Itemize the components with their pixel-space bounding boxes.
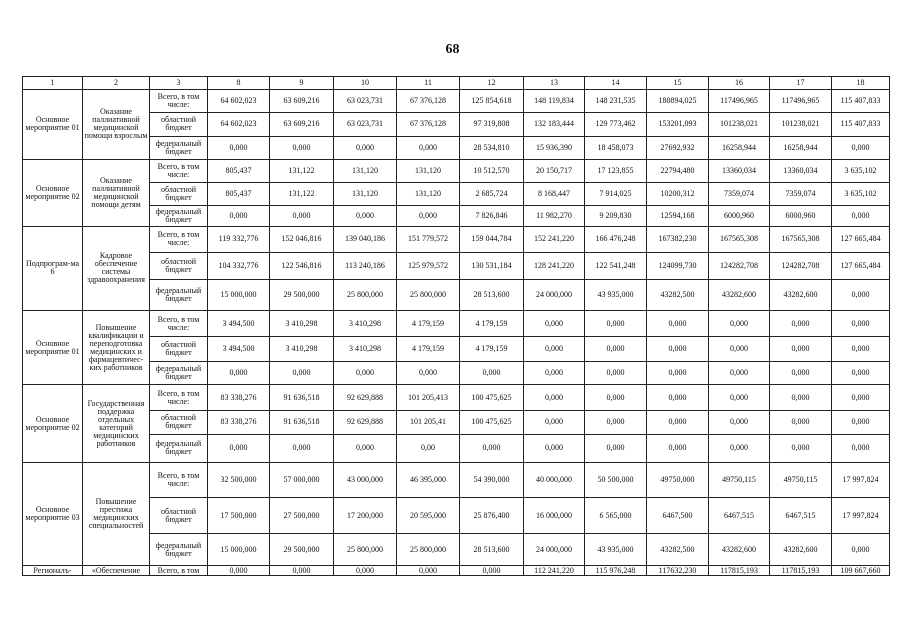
value-cell: 0,000 — [208, 434, 270, 462]
value-cell: 101238,021 — [709, 112, 770, 136]
value-cell: 0,000 — [647, 311, 709, 337]
value-cell: 9 209,830 — [585, 205, 647, 226]
value-cell: 152 046,816 — [270, 226, 334, 252]
value-cell: 0,000 — [208, 205, 270, 226]
value-cell: 153201,093 — [647, 112, 709, 136]
value-cell: 117815,193 — [770, 566, 832, 576]
column-header: 12 — [460, 77, 524, 90]
value-cell: 0,000 — [334, 136, 397, 159]
value-cell: 4 179,159 — [460, 337, 524, 362]
value-cell: 0,000 — [647, 410, 709, 434]
value-cell: 0,000 — [270, 566, 334, 576]
value-cell: 24 000,000 — [524, 279, 585, 310]
value-cell: 17 500,000 — [208, 498, 270, 534]
header-row — [23, 77, 890, 90]
table-row — [23, 136, 890, 159]
value-cell: 127 665,484 — [832, 226, 890, 252]
value-cell: 0,000 — [460, 434, 524, 462]
value-cell: 0,000 — [647, 385, 709, 410]
value-cell: 91 636,518 — [270, 410, 334, 434]
value-cell: 20 150,717 — [524, 159, 585, 182]
table-row — [23, 533, 890, 565]
value-cell: 0,000 — [524, 410, 585, 434]
value-cell: 124099,730 — [647, 252, 709, 279]
column-header: 15 — [647, 77, 709, 90]
table-row — [23, 566, 890, 576]
value-cell: 0,000 — [460, 566, 524, 576]
funding-source-cell: Всего, в том числе: — [150, 226, 208, 252]
value-cell: 3 410,298 — [334, 337, 397, 362]
value-cell: 0,000 — [832, 311, 890, 337]
value-cell: 0,00 — [397, 434, 460, 462]
value-cell: 0,000 — [524, 311, 585, 337]
value-cell: 32 500,000 — [208, 462, 270, 498]
value-cell: 0,000 — [524, 337, 585, 362]
value-cell: 2 685,724 — [460, 182, 524, 205]
value-cell: 131,120 — [397, 182, 460, 205]
value-cell: 124282,708 — [709, 252, 770, 279]
value-cell: 27 500,000 — [270, 498, 334, 534]
value-cell: 112 241,220 — [524, 566, 585, 576]
funding-source-cell: областной бюджет — [150, 498, 208, 534]
value-cell: 7359,074 — [770, 182, 832, 205]
funding-source-cell: федеральный бюджет — [150, 533, 208, 565]
value-cell: 167565,308 — [770, 226, 832, 252]
value-cell: 100 475,625 — [460, 385, 524, 410]
value-cell: 0,000 — [832, 533, 890, 565]
value-cell: 0,000 — [208, 136, 270, 159]
value-cell: 64 602,023 — [208, 112, 270, 136]
value-cell: 0,000 — [770, 337, 832, 362]
value-cell: 0,000 — [770, 362, 832, 385]
program-name-cell: Повышение квалификации и переподготовка медицинских и фармацевтичес-ких работников — [83, 311, 150, 385]
value-cell: 25 800,000 — [397, 279, 460, 310]
column-header: 9 — [270, 77, 334, 90]
value-cell: 43282,500 — [647, 279, 709, 310]
funding-source-cell: Всего, в том числе: — [150, 385, 208, 410]
value-cell: 3 635,102 — [832, 159, 890, 182]
value-cell: 29 500,000 — [270, 279, 334, 310]
funding-source-cell: Всего, в том — [150, 566, 208, 576]
value-cell: 3 494,500 — [208, 311, 270, 337]
program-code-cell: Регионалъ- — [23, 566, 83, 576]
funding-source-cell: Всего, в том числе: — [150, 462, 208, 498]
value-cell: 109 667,660 — [832, 566, 890, 576]
table-row — [23, 434, 890, 462]
value-cell: 0,000 — [585, 434, 647, 462]
funding-source-cell: федеральный бюджет — [150, 205, 208, 226]
program-name-cell: Оказание паллиативной медицинской помощи взрослым — [83, 89, 150, 159]
value-cell: 0,000 — [585, 337, 647, 362]
value-cell: 25 876,400 — [460, 498, 524, 534]
value-cell: 167382,230 — [647, 226, 709, 252]
value-cell: 124282,708 — [770, 252, 832, 279]
value-cell: 15 000,000 — [208, 533, 270, 565]
value-cell: 7 826,846 — [460, 205, 524, 226]
value-cell: 0,000 — [770, 385, 832, 410]
value-cell: 0,000 — [832, 205, 890, 226]
value-cell: 49750,000 — [647, 462, 709, 498]
value-cell: 130 531,184 — [460, 252, 524, 279]
value-cell: 25 800,000 — [397, 533, 460, 565]
value-cell: 43282,600 — [709, 533, 770, 565]
value-cell: 127 665,484 — [832, 252, 890, 279]
value-cell: 117815,193 — [709, 566, 770, 576]
value-cell: 17 123,855 — [585, 159, 647, 182]
value-cell: 0,000 — [397, 566, 460, 576]
table-row — [23, 462, 890, 498]
column-header: 14 — [585, 77, 647, 90]
value-cell: 104 332,776 — [208, 252, 270, 279]
table-row — [23, 205, 890, 226]
value-cell: 139 040,186 — [334, 226, 397, 252]
value-cell: 0,000 — [709, 410, 770, 434]
value-cell: 17 200,000 — [334, 498, 397, 534]
funding-source-cell: областной бюджет — [150, 252, 208, 279]
table-row — [23, 182, 890, 205]
value-cell: 16 000,000 — [524, 498, 585, 534]
value-cell: 83 338,276 — [208, 410, 270, 434]
value-cell: 6467,515 — [709, 498, 770, 534]
program-code-cell: Основное мероприятие 01 — [23, 311, 83, 385]
value-cell: 25 800,000 — [334, 533, 397, 565]
value-cell: 0,000 — [334, 434, 397, 462]
column-header: 1 — [23, 77, 83, 90]
value-cell: 13360,034 — [709, 159, 770, 182]
table-row — [23, 89, 890, 112]
funding-source-cell: областной бюджет — [150, 182, 208, 205]
value-cell: 83 338,276 — [208, 385, 270, 410]
funding-source-cell: федеральный бюджет — [150, 279, 208, 310]
value-cell: 166 476,248 — [585, 226, 647, 252]
value-cell: 0,000 — [585, 385, 647, 410]
value-cell: 0,000 — [832, 279, 890, 310]
table-row — [23, 498, 890, 534]
value-cell: 0,000 — [832, 136, 890, 159]
value-cell: 0,000 — [270, 205, 334, 226]
value-cell: 167565,308 — [709, 226, 770, 252]
value-cell: 0,000 — [709, 434, 770, 462]
program-code-cell: Основное мероприятие 03 — [23, 462, 83, 566]
table-row — [23, 311, 890, 337]
value-cell: 0,000 — [770, 410, 832, 434]
value-cell: 43282,600 — [709, 279, 770, 310]
funding-source-cell: Всего, в том числе: — [150, 311, 208, 337]
value-cell: 91 636,518 — [270, 385, 334, 410]
value-cell: 0,000 — [397, 205, 460, 226]
value-cell: 40 000,000 — [524, 462, 585, 498]
value-cell: 27692,932 — [647, 136, 709, 159]
value-cell: 18 458,073 — [585, 136, 647, 159]
value-cell: 159 044,784 — [460, 226, 524, 252]
value-cell: 125 979,572 — [397, 252, 460, 279]
value-cell: 28 513,600 — [460, 533, 524, 565]
value-cell: 0,000 — [647, 434, 709, 462]
value-cell: 43 935,000 — [585, 533, 647, 565]
value-cell: 0,000 — [770, 434, 832, 462]
value-cell: 54 390,000 — [460, 462, 524, 498]
value-cell: 0,000 — [832, 362, 890, 385]
value-cell: 13360,034 — [770, 159, 832, 182]
value-cell: 0,000 — [832, 410, 890, 434]
value-cell: 0,000 — [709, 311, 770, 337]
value-cell: 0,000 — [709, 385, 770, 410]
value-cell: 151 779,572 — [397, 226, 460, 252]
value-cell: 115 407,833 — [832, 89, 890, 112]
value-cell: 0,000 — [647, 362, 709, 385]
value-cell: 3 410,298 — [270, 337, 334, 362]
page-number: 68 — [445, 42, 460, 57]
funding-source-cell: федеральный бюджет — [150, 136, 208, 159]
value-cell: 46 395,000 — [397, 462, 460, 498]
value-cell: 3 410,298 — [270, 311, 334, 337]
value-cell: 0,000 — [524, 362, 585, 385]
value-cell: 0,000 — [397, 362, 460, 385]
value-cell: 4 179,159 — [397, 311, 460, 337]
column-header: 18 — [832, 77, 890, 90]
program-name-cell: «Обеспечение — [83, 566, 150, 576]
value-cell: 0,000 — [832, 434, 890, 462]
column-header: 16 — [709, 77, 770, 90]
funding-source-cell: Всего, в том числе: — [150, 89, 208, 112]
value-cell: 50 500,000 — [585, 462, 647, 498]
column-header: 2 — [83, 77, 150, 90]
value-cell: 92 629,888 — [334, 385, 397, 410]
program-code-cell: Подпрограм-ма 6 — [23, 226, 83, 311]
value-cell: 7 914,025 — [585, 182, 647, 205]
value-cell: 25 800,000 — [334, 279, 397, 310]
value-cell: 63 023,731 — [334, 112, 397, 136]
value-cell: 122 546,816 — [270, 252, 334, 279]
program-name-cell: Кадровое обеспечение системы здравоохранения — [83, 226, 150, 311]
table-row — [23, 385, 890, 410]
value-cell: 10 512,570 — [460, 159, 524, 182]
value-cell: 125 854,618 — [460, 89, 524, 112]
value-cell: 43282,600 — [770, 279, 832, 310]
program-name-cell: Повышение престижа медицинских специальностей — [83, 462, 150, 566]
value-cell: 131,120 — [334, 182, 397, 205]
value-cell: 0,000 — [397, 136, 460, 159]
funding-source-cell: Всего, в том числе: — [150, 159, 208, 182]
value-cell: 43282,500 — [647, 533, 709, 565]
funding-source-cell: областной бюджет — [150, 337, 208, 362]
value-cell: 63 023,731 — [334, 89, 397, 112]
value-cell: 17 997,824 — [832, 498, 890, 534]
value-cell: 29 500,000 — [270, 533, 334, 565]
table-row — [23, 279, 890, 310]
value-cell: 0,000 — [208, 362, 270, 385]
value-cell: 4 179,159 — [397, 337, 460, 362]
value-cell: 0,000 — [524, 385, 585, 410]
value-cell: 117632,230 — [647, 566, 709, 576]
column-header: 11 — [397, 77, 460, 90]
value-cell: 3 494,500 — [208, 337, 270, 362]
column-header: 17 — [770, 77, 832, 90]
value-cell: 67 376,128 — [397, 112, 460, 136]
value-cell: 49750,115 — [709, 462, 770, 498]
value-cell: 16258,944 — [709, 136, 770, 159]
value-cell: 0,000 — [270, 136, 334, 159]
value-cell: 28 513,600 — [460, 279, 524, 310]
program-code-cell: Основное мероприятие 01 — [23, 89, 83, 159]
value-cell: 122 541,248 — [585, 252, 647, 279]
value-cell: 64 602,023 — [208, 89, 270, 112]
value-cell: 43 935,000 — [585, 279, 647, 310]
program-name-cell: Оказание паллиативной медицинской помощи детям — [83, 159, 150, 226]
program-code-cell: Основное мероприятие 02 — [23, 385, 83, 462]
value-cell: 0,000 — [647, 337, 709, 362]
table-row — [23, 112, 890, 136]
value-cell: 131,122 — [270, 159, 334, 182]
value-cell: 0,000 — [585, 311, 647, 337]
value-cell: 49750,115 — [770, 462, 832, 498]
value-cell: 117496,965 — [709, 89, 770, 112]
value-cell: 0,000 — [832, 385, 890, 410]
value-cell: 63 609,216 — [270, 89, 334, 112]
value-cell: 0,000 — [460, 362, 524, 385]
value-cell: 15 936,390 — [524, 136, 585, 159]
value-cell: 131,122 — [270, 182, 334, 205]
value-cell: 129 773,462 — [585, 112, 647, 136]
table-row — [23, 252, 890, 279]
value-cell: 119 332,776 — [208, 226, 270, 252]
table-row — [23, 337, 890, 362]
value-cell: 0,000 — [524, 434, 585, 462]
column-header: 8 — [208, 77, 270, 90]
funding-source-cell: областной бюджет — [150, 112, 208, 136]
value-cell: 57 000,000 — [270, 462, 334, 498]
value-cell: 92 629,888 — [334, 410, 397, 434]
column-header: 3 — [150, 77, 208, 90]
funding-source-cell: федеральный бюджет — [150, 362, 208, 385]
value-cell: 0,000 — [709, 337, 770, 362]
value-cell: 0,000 — [270, 362, 334, 385]
value-cell: 12594,168 — [647, 205, 709, 226]
value-cell: 6 565,000 — [585, 498, 647, 534]
value-cell: 148 119,834 — [524, 89, 585, 112]
value-cell: 6000,960 — [709, 205, 770, 226]
table-row — [23, 362, 890, 385]
value-cell: 28 534,810 — [460, 136, 524, 159]
value-cell: 117496,965 — [770, 89, 832, 112]
value-cell: 0,000 — [334, 566, 397, 576]
table-row — [23, 159, 890, 182]
value-cell: 7359,074 — [709, 182, 770, 205]
value-cell: 128 241,220 — [524, 252, 585, 279]
budget-table — [22, 76, 890, 576]
value-cell: 0,000 — [270, 434, 334, 462]
value-cell: 11 982,270 — [524, 205, 585, 226]
value-cell: 131,120 — [397, 159, 460, 182]
value-cell: 100 475,625 — [460, 410, 524, 434]
value-cell: 17 997,824 — [832, 462, 890, 498]
value-cell: 20 595,000 — [397, 498, 460, 534]
value-cell: 148 231,535 — [585, 89, 647, 112]
value-cell: 0,000 — [208, 566, 270, 576]
funding-source-cell: федеральный бюджет — [150, 434, 208, 462]
value-cell: 3 410,298 — [334, 311, 397, 337]
value-cell: 97 319,808 — [460, 112, 524, 136]
value-cell: 6000,960 — [770, 205, 832, 226]
value-cell: 113 240,186 — [334, 252, 397, 279]
column-header: 13 — [524, 77, 585, 90]
value-cell: 43 000,000 — [334, 462, 397, 498]
value-cell: 0,000 — [832, 337, 890, 362]
value-cell: 115 407,833 — [832, 112, 890, 136]
column-header: 10 — [334, 77, 397, 90]
value-cell: 15 000,000 — [208, 279, 270, 310]
value-cell: 24 000,000 — [524, 533, 585, 565]
value-cell: 132 183,444 — [524, 112, 585, 136]
table-row — [23, 410, 890, 434]
value-cell: 805,437 — [208, 159, 270, 182]
funding-source-cell: областной бюджет — [150, 410, 208, 434]
value-cell: 0,000 — [585, 362, 647, 385]
value-cell: 6467,500 — [647, 498, 709, 534]
value-cell: 4 179,159 — [460, 311, 524, 337]
value-cell: 43282,600 — [770, 533, 832, 565]
value-cell: 63 609,216 — [270, 112, 334, 136]
value-cell: 0,000 — [709, 362, 770, 385]
value-cell: 0,000 — [334, 362, 397, 385]
value-cell: 180894,025 — [647, 89, 709, 112]
value-cell: 22794,480 — [647, 159, 709, 182]
value-cell: 101 205,413 — [397, 385, 460, 410]
value-cell: 101238,021 — [770, 112, 832, 136]
program-code-cell: Основное мероприятие 02 — [23, 159, 83, 226]
value-cell: 16258,944 — [770, 136, 832, 159]
program-name-cell: Государственная поддержка отдельных категорий медицинских работников — [83, 385, 150, 462]
value-cell: 8 168,447 — [524, 182, 585, 205]
value-cell: 115 976,248 — [585, 566, 647, 576]
value-cell: 6467,515 — [770, 498, 832, 534]
value-cell: 10200,312 — [647, 182, 709, 205]
value-cell: 152 241,220 — [524, 226, 585, 252]
value-cell: 131,120 — [334, 159, 397, 182]
value-cell: 3 635,102 — [832, 182, 890, 205]
value-cell: 0,000 — [770, 311, 832, 337]
value-cell: 101 205,41 — [397, 410, 460, 434]
value-cell: 67 376,128 — [397, 89, 460, 112]
value-cell: 805,437 — [208, 182, 270, 205]
table-row — [23, 226, 890, 252]
value-cell: 0,000 — [585, 410, 647, 434]
value-cell: 0,000 — [334, 205, 397, 226]
